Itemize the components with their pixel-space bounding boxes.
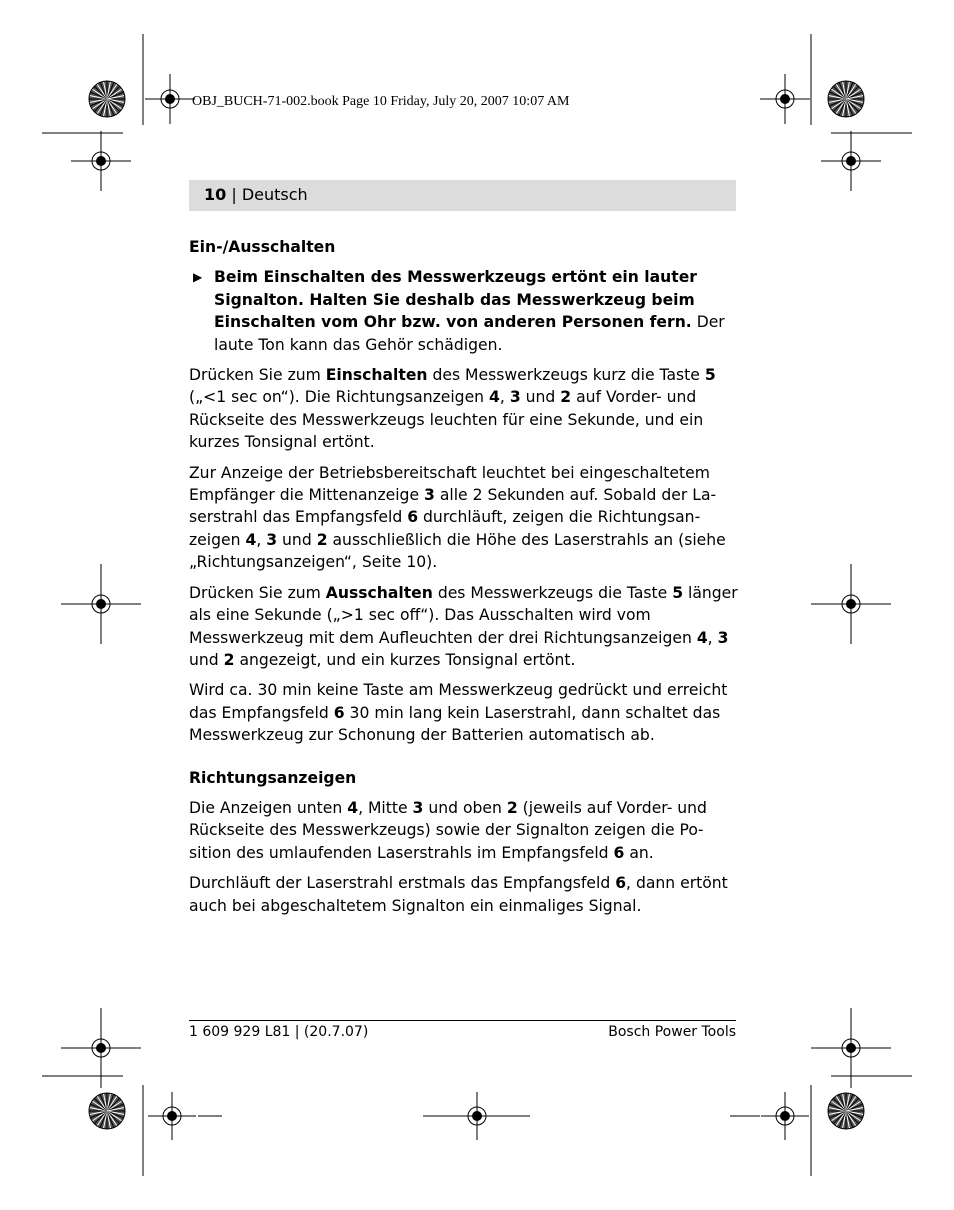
- section-heading-switching: Ein-/Ausschalten: [189, 238, 336, 256]
- warning-bullet: [189, 266, 738, 356]
- paragraph-switch-off: [189, 582, 738, 672]
- text-run: und oben: [423, 798, 507, 817]
- page-header: [189, 180, 736, 211]
- text-run: durchläuft, zeigen die Richtungsanzeigen: [189, 508, 701, 549]
- text-run: des Messwerkzeugs kurz die Taste: [427, 366, 705, 385]
- bullet-triangle-icon: ▶: [193, 270, 203, 285]
- bold-ref: 3: [717, 628, 729, 647]
- text-run: und: [189, 650, 224, 669]
- registration-crosshair: [760, 74, 810, 124]
- header-separator: |: [226, 185, 242, 204]
- registration-crosshair: [148, 1092, 196, 1140]
- text-run: ausschließlich die Höhe des Laserstrahls an (siehe „Richtungsanzeigen“, Seite 10).: [189, 530, 726, 572]
- registration-crosshair: [61, 564, 141, 644]
- registration-crosshair: [811, 564, 891, 644]
- header-text: [204, 185, 308, 204]
- text-run: alle 2 Sekunden auf. Sobald der Laserstrahl das Empfangsfeld: [189, 486, 717, 527]
- starburst-mark: [89, 1093, 125, 1129]
- text-run: 30 min lang kein Laserstrahl, dann schaltet das Messwerkzeug zur Schonung der Batterien automatisch ab.: [189, 703, 721, 745]
- bold-ref: 4: [245, 530, 257, 549]
- bold-ref: 2: [560, 388, 572, 407]
- text-run: auf Vorder- und Rückseite des Messwerkzeugs leuchten für eine Sekunde, und ein kurzes Tonsignal ertönt.: [189, 388, 704, 452]
- paragraph-auto-off: [189, 679, 738, 746]
- text-run: ,: [499, 388, 510, 407]
- bold-ref: 6: [613, 843, 625, 862]
- registration-crosshair: [71, 131, 131, 191]
- starburst-mark: [828, 81, 864, 117]
- footer-rule: [189, 1020, 736, 1021]
- bold-ref: 4: [696, 628, 708, 647]
- registration-crosshair: [821, 131, 881, 191]
- warning-bold-text: Beim Einschalten des Messwerkzeugs ertönt ein lauter Signalton. Halten Sie deshalb das Messwerkzeug beim Einschalten vom Ohr bzw. von anderen Personen fern.: [214, 268, 697, 332]
- text-run: angezeigt, und ein kurzes Tonsignal ertönt.: [234, 650, 576, 669]
- bold-ref: 4: [489, 388, 500, 407]
- bold-ref: 2: [506, 798, 518, 817]
- header-language: Deutsch: [241, 185, 308, 204]
- text-run: , dann ertönt auch bei abgeschaltetem Signalton ein einmaliges Signal.: [189, 874, 728, 915]
- paragraph-first-signal: [189, 872, 738, 917]
- starburst-mark: [89, 81, 125, 117]
- section-heading-direction: Richtungsanzeigen: [189, 768, 357, 787]
- text-run: Zur Anzeige der Betriebsbereitschaft leuchtet bei eingeschaltetem Empfänger die Mittenanzeige: [189, 463, 710, 505]
- text-run: ,: [256, 530, 267, 549]
- text-run: (jeweils auf Vorder- und Rückseite des Messwerkzeugs) sowie der Signalton zeigen die Position des umlaufenden Laserstrahls im Empfangsfeld: [189, 798, 707, 862]
- text-run: Durchläuft der Laserstrahl erstmals das Empfangsfeld: [189, 874, 616, 893]
- bold-ref: 4: [347, 798, 359, 817]
- warning-normal-text: Der laute Ton kann das Gehör schädigen.: [214, 313, 725, 354]
- text-run: , Mitte: [358, 798, 413, 817]
- text-run: Drücken Sie zum: [189, 583, 326, 602]
- bold-ref: Ausschalten: [325, 583, 433, 602]
- bold-ref: Einschalten: [325, 366, 428, 385]
- bold-ref: 3: [424, 486, 435, 505]
- text-run: und: [277, 530, 317, 549]
- bold-ref: 3: [266, 530, 278, 549]
- bold-ref: 5: [672, 583, 684, 602]
- bold-ref: 3: [509, 388, 521, 407]
- text-run: Drücken Sie zum: [189, 366, 326, 385]
- registration-crosshair: [761, 1092, 809, 1140]
- bold-ref: 6: [333, 703, 345, 722]
- bold-ref: 3: [412, 798, 424, 817]
- text-run: Die Anzeigen unten: [189, 798, 348, 817]
- registration-crosshair: [145, 74, 195, 124]
- slug-line: OBJ_BUCH-71-002.book Page 10 Friday, July 20, 2007 10:07 AM: [192, 94, 570, 109]
- bold-ref: 6: [615, 874, 627, 893]
- text-run: Wird ca. 30 min keine Taste am Messwerkzeug gedrückt und erreicht das Empfangsfeld: [189, 681, 728, 722]
- bold-ref: 6: [407, 508, 419, 527]
- text-run: des Messwerkzeugs die Taste: [432, 583, 673, 602]
- bold-ref: 2: [223, 650, 235, 669]
- paragraph-direction-indicators: [189, 797, 738, 864]
- paragraph-ready-indicator: [189, 462, 738, 574]
- footer-left: 1 609 929 L81 | (20.7.07): [189, 1024, 369, 1040]
- text-run: ,: [707, 628, 718, 647]
- text-run: an.: [624, 843, 654, 862]
- paragraph-switch-on: [189, 364, 738, 454]
- bold-ref: 5: [704, 366, 716, 385]
- text-run: länger als eine Sekunde („>1 sec off“). Das Ausschalten wird vom Messwerkzeug mit dem Aufleuchten der drei Richtungsanzeigen: [189, 583, 738, 647]
- bold-ref: 2: [316, 530, 328, 549]
- text-run: und: [520, 388, 561, 407]
- text-run: („<1 sec on“). Die Richtungsanzeigen: [189, 388, 490, 407]
- main-content: [189, 236, 738, 925]
- page-number: 10: [204, 185, 227, 204]
- footer-right: Bosch Power Tools: [608, 1024, 736, 1040]
- starburst-mark: [828, 1093, 864, 1129]
